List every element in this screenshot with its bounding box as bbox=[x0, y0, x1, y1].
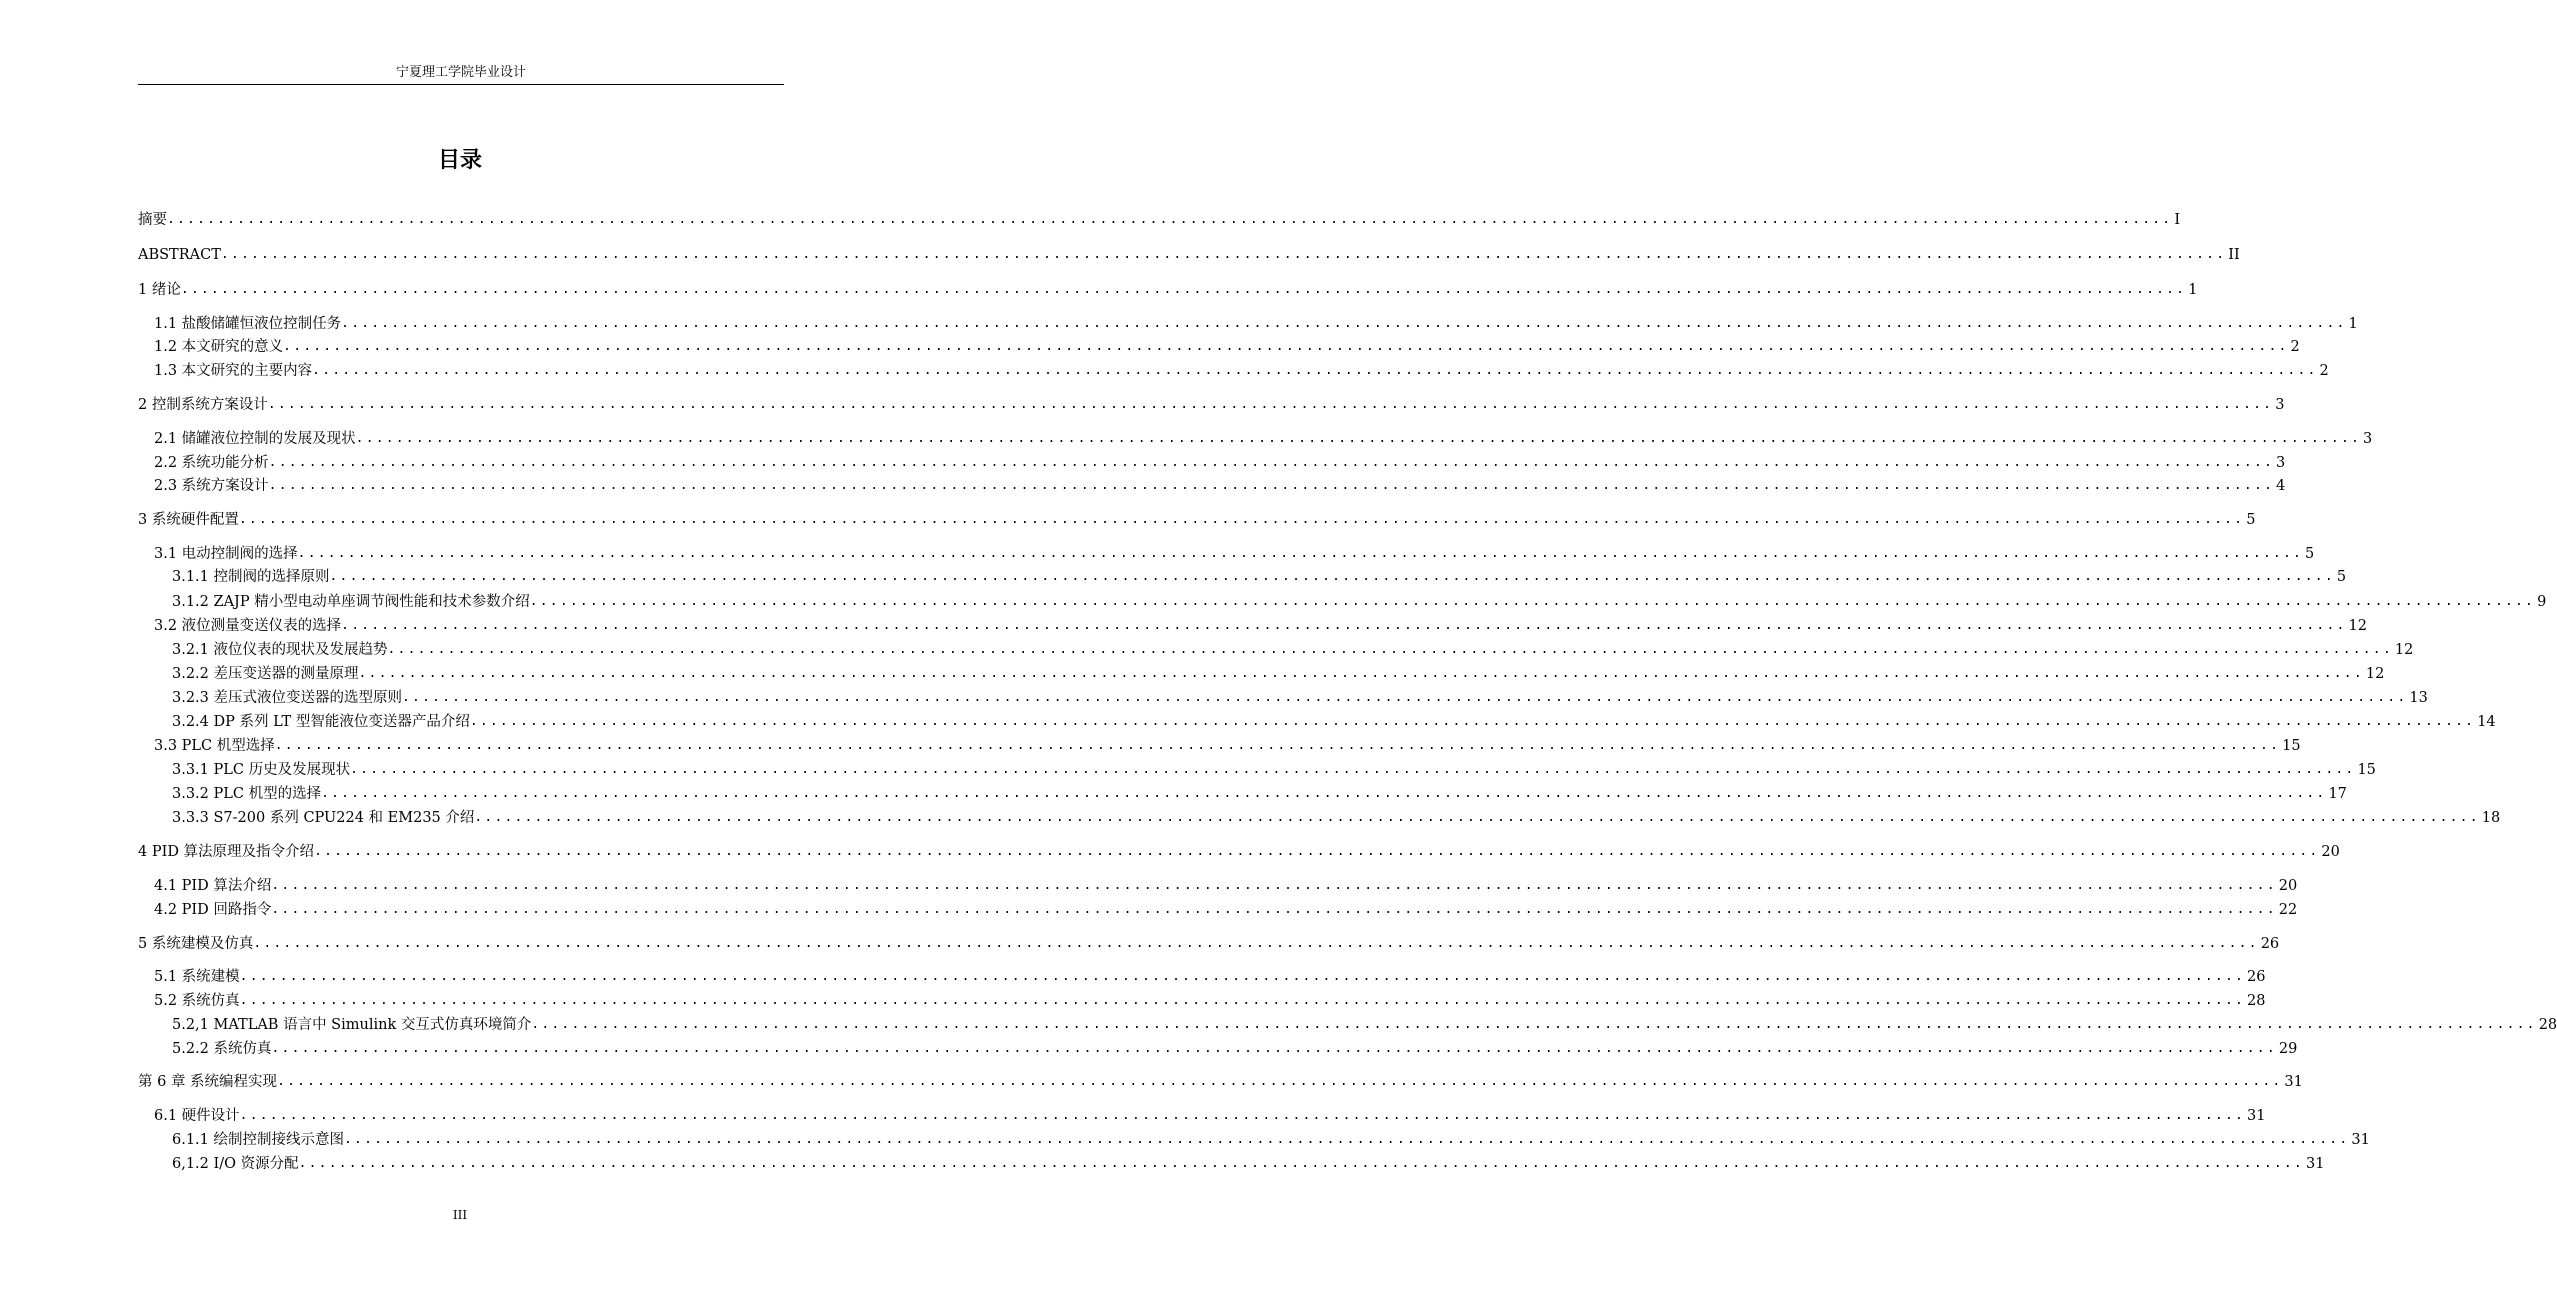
toc-entry[interactable] bbox=[172, 590, 2547, 612]
dot-leader: ........................................................................................................................................................................................................ bbox=[341, 316, 2347, 331]
dot-leader: ........................................................................................................................................................................................................ bbox=[271, 902, 2277, 917]
toc-entry-page: 5 bbox=[2336, 569, 2347, 585]
toc-entry-label: 摘要 bbox=[138, 212, 167, 228]
toc-entry-label: 6.1 硬件设计 bbox=[154, 1108, 240, 1124]
toc-entry-page: 31 bbox=[2284, 1074, 2303, 1090]
dot-leader: ........................................................................................................................................................................................................ bbox=[239, 969, 2246, 984]
toc-entry-page: 20 bbox=[2278, 878, 2298, 894]
toc-title: 目录 bbox=[437, 148, 482, 173]
toc-entry[interactable] bbox=[154, 989, 2266, 1011]
toc-entry-page: 13 bbox=[2409, 690, 2428, 706]
toc-entry[interactable] bbox=[138, 932, 2280, 954]
toc-entry[interactable] bbox=[172, 758, 2376, 780]
toc-entry-page: 5 bbox=[2246, 512, 2256, 528]
toc-entry[interactable] bbox=[154, 734, 2301, 756]
dot-leader: ........................................................................................................................................................................................................ bbox=[321, 786, 2327, 801]
toc-entry-page: 4 bbox=[2276, 478, 2286, 494]
toc-entry-label: ABSTRACT bbox=[138, 247, 221, 263]
dot-leader: ........................................................................................................................................................................................................ bbox=[344, 1132, 2350, 1147]
toc-entry-page: 26 bbox=[2247, 969, 2266, 985]
toc-entry-page: 31 bbox=[2351, 1132, 2370, 1148]
toc-entry[interactable] bbox=[172, 782, 2347, 804]
toc-entry-page: I bbox=[2174, 212, 2181, 228]
toc-entry-page: 3 bbox=[2363, 431, 2373, 447]
toc-entry[interactable] bbox=[172, 1037, 2298, 1059]
toc-entry[interactable] bbox=[172, 662, 2385, 684]
toc-entry-label: 4.2 PID 回路指令 bbox=[154, 902, 272, 918]
toc-entry[interactable] bbox=[172, 638, 2414, 660]
toc-entry[interactable] bbox=[154, 1104, 2266, 1126]
toc-entry[interactable] bbox=[154, 542, 2315, 564]
toc-entry-label: 3.3 PLC 机型选择 bbox=[154, 738, 275, 754]
toc-entry[interactable] bbox=[172, 806, 2501, 828]
toc-entry-label: 3.3.3 S7-200 系列 CPU224 和 EM235 介绍 bbox=[172, 810, 475, 826]
toc-entry[interactable] bbox=[154, 898, 2298, 920]
toc-entry-label: 2.2 系统功能分析 bbox=[154, 455, 269, 471]
toc-entry[interactable] bbox=[138, 208, 2181, 230]
toc-entry-page: 26 bbox=[2260, 936, 2280, 952]
toc-entry-label: 5.2,1 MATLAB 语言中 Simulink 交互式仿真环境简介 bbox=[172, 1017, 532, 1033]
toc-entry[interactable] bbox=[138, 508, 2256, 530]
toc-entry-label: 1.1 盐酸储罐恒液位控制任务 bbox=[154, 316, 342, 332]
dot-leader: ........................................................................................................................................................................................................ bbox=[277, 1074, 2283, 1089]
toc-entry-label: 3.2 液位测量变送仪表的选择 bbox=[154, 618, 342, 634]
toc-entry-page: 17 bbox=[2328, 786, 2347, 802]
toc-entry-label: 1.3 本文研究的主要内容 bbox=[154, 363, 313, 379]
toc-entry-label: 3.2.1 液位仪表的现状及发展趋势 bbox=[172, 642, 388, 658]
toc-entry[interactable] bbox=[138, 1070, 2303, 1092]
dot-leader: ........................................................................................................................................................................................................ bbox=[167, 212, 2173, 227]
toc-entry-label: 3.2.4 DP 系列 LT 型智能液位变送器产品介绍 bbox=[172, 714, 470, 730]
dot-leader: ........................................................................................................................................................................................................ bbox=[180, 282, 2187, 297]
toc-entry-page: 22 bbox=[2278, 902, 2298, 918]
toc-entry-page: 5 bbox=[2305, 546, 2315, 562]
toc-entry-page: 18 bbox=[2481, 810, 2501, 826]
toc-entry-label: 4 PID 算法原理及指令介绍 bbox=[138, 844, 315, 860]
dot-leader: ........................................................................................................................................................................................................ bbox=[387, 642, 2393, 657]
toc-entry-page: 31 bbox=[2247, 1108, 2266, 1124]
toc-entry-page: 15 bbox=[2282, 738, 2301, 754]
toc-entry-page: 28 bbox=[2247, 993, 2266, 1009]
dot-leader: ........................................................................................................................................................................................................ bbox=[239, 1108, 2246, 1123]
toc-entry-page: 12 bbox=[2348, 618, 2367, 634]
toc-entry[interactable] bbox=[154, 614, 2367, 636]
dot-leader: ........................................................................................................................................................................................................ bbox=[253, 936, 2259, 951]
dot-leader: ........................................................................................................................................................................................................ bbox=[271, 878, 2277, 893]
toc-entry-page: 29 bbox=[2278, 1041, 2298, 1057]
toc-entry-label: 5.2 系统仿真 bbox=[154, 993, 240, 1009]
toc-entry[interactable] bbox=[138, 278, 2198, 300]
toc-entry-label: 2.1 储罐液位控制的发展及现状 bbox=[154, 431, 356, 447]
toc-entry-label: 3.1 电动控制阀的选择 bbox=[154, 546, 298, 562]
toc-entry-page: 2 bbox=[2319, 363, 2329, 379]
toc-entry-label: 3.3.2 PLC 机型的选择 bbox=[172, 786, 322, 802]
page-number: III bbox=[452, 1208, 468, 1222]
toc-entry-page: 31 bbox=[2305, 1156, 2325, 1172]
toc-entry[interactable] bbox=[154, 965, 2266, 987]
dot-leader: ........................................................................................................................................................................................................ bbox=[267, 397, 2274, 412]
toc-entry[interactable] bbox=[154, 359, 2329, 381]
dot-leader: ........................................................................................................................................................................................................ bbox=[238, 512, 2245, 527]
toc-entry-page: 1 bbox=[2188, 282, 2198, 298]
toc-entry-page: 15 bbox=[2357, 762, 2376, 778]
toc-entry-label: 3.2.2 差压变送器的测量原理 bbox=[172, 666, 359, 682]
dot-leader: ........................................................................................................................................................................................................ bbox=[531, 1017, 2537, 1032]
toc-entry-label: 3.2.3 差压式液位变送器的选型原则 bbox=[172, 690, 403, 706]
toc-entry-page: 28 bbox=[2538, 1017, 2557, 1033]
toc-entry-page: 3 bbox=[2276, 455, 2286, 471]
toc-entry-label: 5 系统建模及仿真 bbox=[138, 936, 254, 952]
toc-entry-label: 3.3.1 PLC 历史及发展现状 bbox=[172, 762, 351, 778]
dot-leader: ........................................................................................................................................................................................................ bbox=[239, 993, 2246, 1008]
dot-leader: ........................................................................................................................................................................................................ bbox=[268, 455, 2275, 470]
toc-entry[interactable] bbox=[154, 874, 2298, 896]
dot-leader: ........................................................................................................................................................................................................ bbox=[402, 690, 2408, 705]
toc-entry-label: 5.2.2 系统仿真 bbox=[172, 1041, 272, 1057]
dot-leader: ........................................................................................................................................................................................................ bbox=[529, 594, 2536, 609]
dot-leader: ........................................................................................................................................................................................................ bbox=[297, 546, 2304, 561]
toc-entry[interactable] bbox=[154, 474, 2286, 496]
toc-entry[interactable] bbox=[154, 312, 2358, 334]
toc-entry[interactable] bbox=[154, 451, 2286, 473]
toc-entry-label: 2.3 系统方案设计 bbox=[154, 478, 269, 494]
toc-entry[interactable] bbox=[172, 1013, 2557, 1035]
dot-leader: ........................................................................................................................................................................................................ bbox=[329, 569, 2335, 584]
toc-entry-label: 1.2 本文研究的意义 bbox=[154, 339, 284, 355]
toc-entry-label: 5.1 系统建模 bbox=[154, 969, 240, 985]
toc-entry-label: 2 控制系统方案设计 bbox=[138, 397, 268, 413]
toc-entry-page: 1 bbox=[2348, 316, 2358, 332]
toc-entry-label: 3.1.2 ZAJP 精小型电动单座调节阀性能和技术参数介绍 bbox=[172, 594, 530, 610]
dot-leader: ........................................................................................................................................................................................................ bbox=[469, 714, 2476, 729]
toc-entry[interactable] bbox=[138, 243, 2240, 265]
toc-entry[interactable] bbox=[138, 393, 2285, 415]
dot-leader: ........................................................................................................................................................................................................ bbox=[298, 1156, 2304, 1171]
toc-entry[interactable] bbox=[172, 686, 2428, 708]
toc-entry-page: 12 bbox=[2365, 666, 2385, 682]
dot-leader: ........................................................................................................................................................................................................ bbox=[271, 1041, 2277, 1056]
toc-entry-label: 6,1.2 I/O 资源分配 bbox=[172, 1156, 299, 1172]
dot-leader: ........................................................................................................................................................................................................ bbox=[341, 618, 2347, 633]
dot-leader: ........................................................................................................................................................................................................ bbox=[274, 738, 2281, 753]
toc-entry-label: 6.1.1 绘制控制接线示意图 bbox=[172, 1132, 345, 1148]
toc-entry-page: II bbox=[2228, 247, 2240, 263]
toc-entry-page: 20 bbox=[2321, 844, 2340, 860]
dot-leader: ........................................................................................................................................................................................................ bbox=[355, 431, 2362, 446]
toc-entry-page: 2 bbox=[2290, 339, 2300, 355]
dot-leader: ........................................................................................................................................................................................................ bbox=[314, 844, 2320, 859]
toc-entry-page: 3 bbox=[2275, 397, 2285, 413]
toc-entry-page: 12 bbox=[2394, 642, 2414, 658]
dot-leader: ........................................................................................................................................................................................................ bbox=[220, 247, 2227, 262]
toc-entry-page: 14 bbox=[2477, 714, 2496, 730]
toc-entry-label: 4.1 PID 算法介绍 bbox=[154, 878, 272, 894]
toc-entry[interactable] bbox=[154, 335, 2300, 357]
dot-leader: ........................................................................................................................................................................................................ bbox=[358, 666, 2364, 681]
toc-entry-label: 第 6 章 系统编程实现 bbox=[138, 1074, 278, 1090]
dot-leader: ........................................................................................................................................................................................................ bbox=[474, 810, 2480, 825]
dot-leader: ........................................................................................................................................................................................................ bbox=[350, 762, 2356, 777]
header-rule bbox=[138, 84, 784, 85]
dot-leader: ........................................................................................................................................................................................................ bbox=[268, 478, 2275, 493]
toc-entry-label: 3 系统硬件配置 bbox=[138, 512, 239, 528]
dot-leader: ........................................................................................................................................................................................................ bbox=[283, 339, 2289, 354]
running-header: 宁夏理工学院毕业设计 bbox=[395, 65, 526, 80]
toc-entry[interactable] bbox=[172, 710, 2496, 732]
toc-entry[interactable] bbox=[172, 1152, 2325, 1174]
dot-leader: ........................................................................................................................................................................................................ bbox=[312, 363, 2318, 378]
toc-entry-label: 3.1.1 控制阀的选择原则 bbox=[172, 569, 330, 585]
toc-entry[interactable] bbox=[154, 427, 2373, 449]
toc-entry[interactable] bbox=[138, 840, 2340, 862]
toc-entry-page: 9 bbox=[2537, 594, 2547, 610]
toc-entry[interactable] bbox=[172, 1128, 2370, 1150]
toc-entry-label: 1 绪论 bbox=[138, 282, 181, 298]
toc-entry[interactable] bbox=[172, 565, 2347, 587]
